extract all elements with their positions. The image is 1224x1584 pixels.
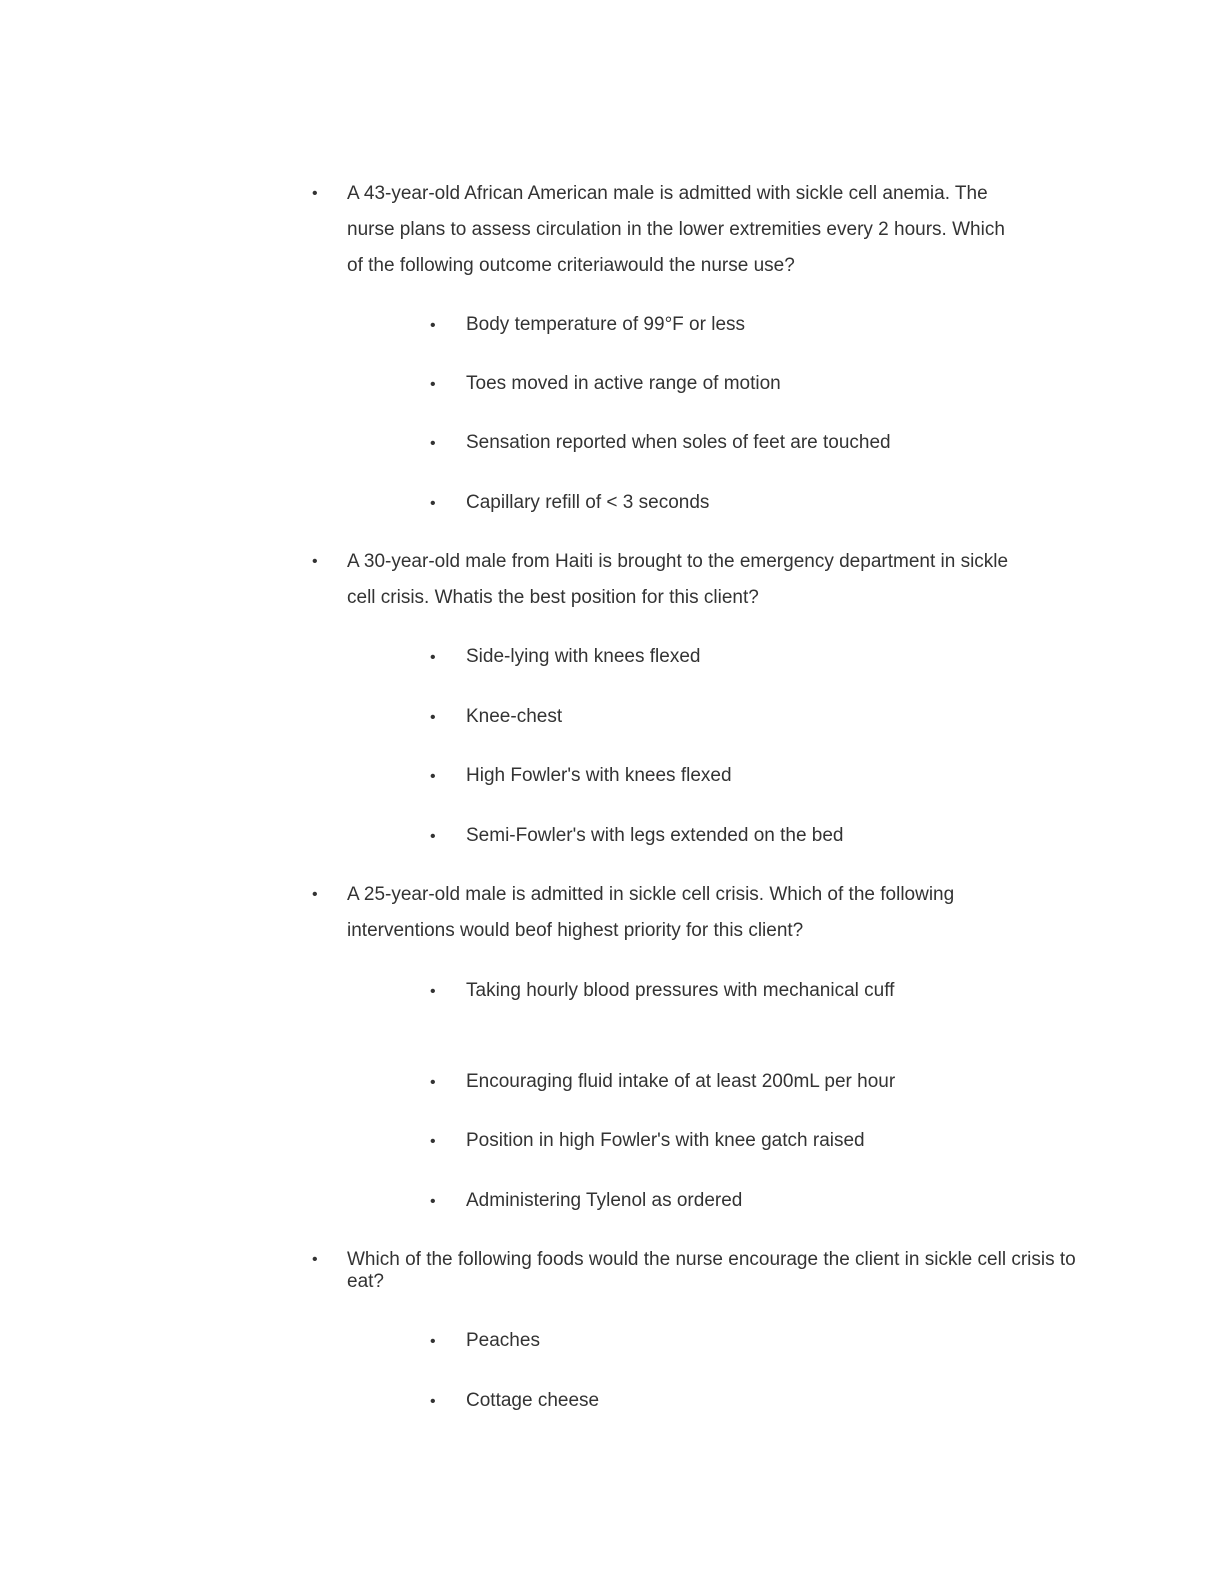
option-text: Position in high Fowler's with knee gatch raised <box>466 1130 865 1151</box>
question-text: A 25-year-old male is admitted in sickle cell crisis. Which of the following interventions would beof highest priority for this client? <box>347 884 955 941</box>
bullet: • <box>430 1333 436 1350</box>
bullet: • <box>430 983 436 1000</box>
question-2 <box>312 544 1082 616</box>
bullet: • <box>430 828 436 845</box>
bullet: • <box>430 1393 436 1410</box>
option <box>430 1189 742 1214</box>
option-text: Taking hourly blood pressures with mechanical cuff <box>466 980 895 1001</box>
bullet: • <box>312 553 318 570</box>
option <box>430 979 894 1004</box>
option <box>430 824 844 849</box>
option-text: Body temperature of 99°F or less <box>466 314 746 335</box>
bullet: • <box>430 1133 436 1150</box>
option-text: Semi-Fowler's with legs extended on the bed <box>466 825 844 846</box>
option-text: Encouraging fluid intake of at least 200mL per hour <box>466 1071 896 1092</box>
option <box>430 705 562 730</box>
option-text: Cottage cheese <box>466 1390 600 1411</box>
option <box>430 372 781 397</box>
bullet: • <box>430 435 436 452</box>
option <box>430 1129 865 1154</box>
option <box>430 491 709 516</box>
question-text: A 43-year-old African American male is admitted with sickle cell anemia. The nurse plans to assess circulation in the lower extremities every 2 hours. Which of the following outcome criteriawould the nurse use? <box>347 183 1005 276</box>
bullet: • <box>430 709 436 726</box>
bullet: • <box>312 1251 318 1268</box>
bullet: • <box>312 886 318 903</box>
option <box>430 1389 599 1414</box>
bullet: • <box>430 376 436 393</box>
option-text: Side-lying with knees flexed <box>466 646 701 667</box>
bullet: • <box>430 317 436 334</box>
option-text: Administering Tylenol as ordered <box>466 1190 743 1211</box>
option-text: Knee-chest <box>466 706 563 727</box>
option <box>430 764 732 789</box>
option-text: Sensation reported when soles of feet are touched <box>466 432 891 453</box>
bullet: • <box>430 1193 436 1210</box>
option <box>430 313 745 338</box>
bullet: • <box>430 495 436 512</box>
option-text: Capillary refill of < 3 seconds <box>466 492 710 513</box>
option <box>430 1070 895 1095</box>
option <box>430 645 700 670</box>
question-3 <box>312 877 1082 949</box>
question-4 <box>312 1249 1082 1293</box>
option-text: High Fowler's with knees flexed <box>466 765 732 786</box>
option <box>430 431 891 456</box>
bullet: • <box>430 649 436 666</box>
bullet: • <box>430 1074 436 1091</box>
option-text: Peaches <box>466 1330 540 1351</box>
option-text: Toes moved in active range of motion <box>466 373 781 394</box>
question-1 <box>312 176 1082 284</box>
question-text: A 30-year-old male from Haiti is brought to the emergency department in sickle cell crisis. Whatis the best position for this client? <box>347 551 1009 608</box>
option <box>430 1329 540 1354</box>
question-text: Which of the following foods would the nurse encourage the client in sickle cell crisis to eat? <box>347 1249 1076 1292</box>
bullet: • <box>430 768 436 785</box>
bullet: • <box>312 185 318 202</box>
